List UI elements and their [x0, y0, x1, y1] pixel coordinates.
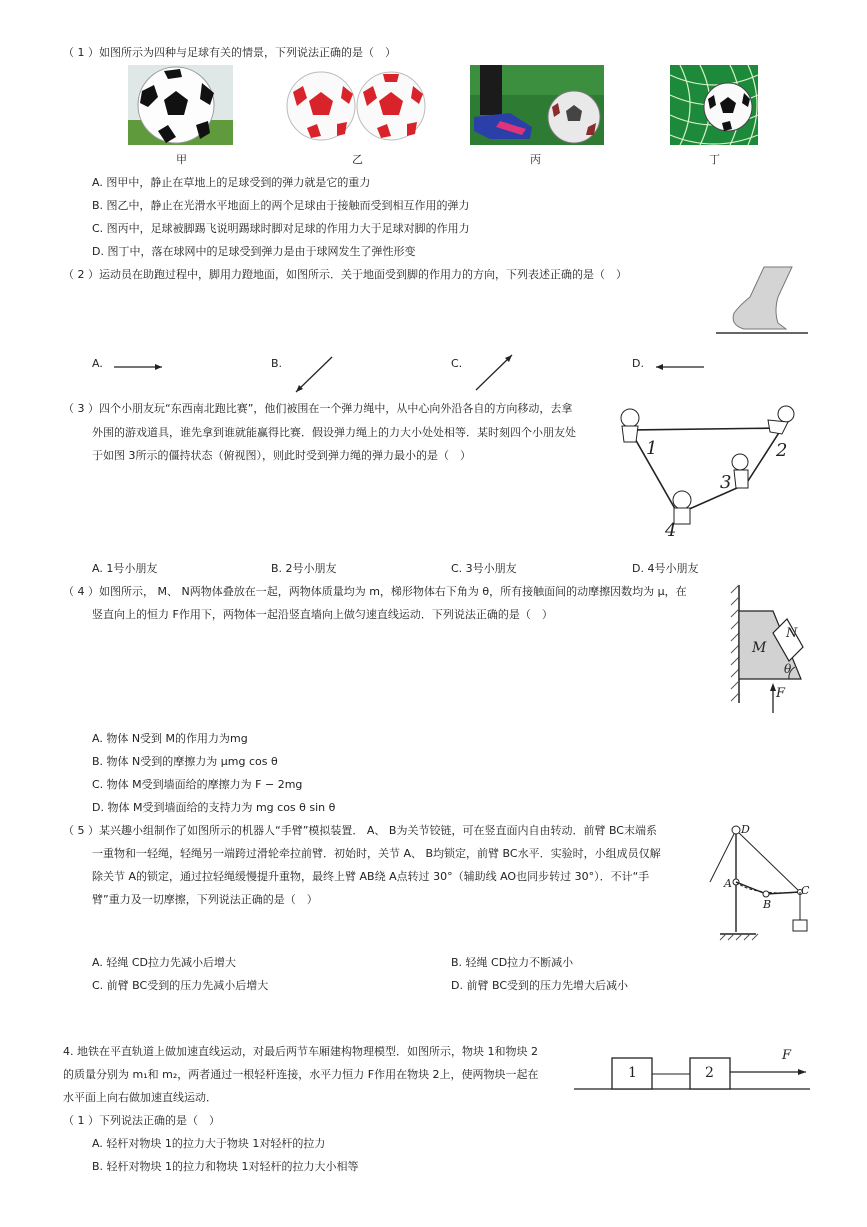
q5-line-3: 除关节 A的锁定，通过拉轻绳缓慢提升重物，最终上臂 AB绕 A点转过 30°（辅助线 AO也同步转过 30°）．不计“手 [92, 870, 650, 883]
q3-option-a[interactable]: A. 1号小朋友 [92, 562, 158, 575]
child-1 [621, 409, 639, 427]
child-4 [673, 491, 691, 509]
q4-line-1: （ 4 ）如图所示， M、 N两物体叠放在一起，两物体质量均为 m，梯形物体右下角为 θ，所有接触面间的动摩擦因数均为 μ，在 [63, 585, 687, 598]
q3-fig-label-2: 2 [776, 440, 788, 461]
arrow-right-icon [114, 361, 164, 373]
q5-fig-label-d: D [741, 823, 750, 836]
q3-option-b[interactable]: B. 2号小朋友 [271, 562, 337, 575]
q2-label-b[interactable]: B. [271, 357, 283, 370]
q5-option-b[interactable]: B. 轻绳 CD拉力不断减小 [451, 956, 574, 969]
q1-option-a[interactable]: A. 图甲中，静止在草地上的足球受到的弹力就是它的重力 [92, 176, 371, 189]
q5-fig-label-a: A [724, 877, 732, 890]
q1-stem: （ 1 ）如图所示为四种与足球有关的情景，下列说法正确的是（ ） [63, 46, 396, 59]
q4-fig-label-n: N [786, 626, 798, 641]
q3-option-d[interactable]: D. 4号小朋友 [632, 562, 699, 575]
q5-line-4: 臂”重力及一切摩擦，下列说法正确的是（ ） [92, 893, 318, 906]
q5-line-2: 一重物和一轻绳，轻绳另一端跨过滑轮牵拉前臂．初始时，关节 A、 B均锁定，前臂 BC水平．实验时，小组成员仅解 [92, 847, 661, 860]
soccer-ball-on-grass-image [128, 65, 233, 145]
foot-on-ground-figure [716, 267, 808, 337]
q1-option-c[interactable]: C. 图丙中，足球被脚踢飞说明踢球时脚对足球的作用力大于足球对脚的作用力 [92, 222, 470, 235]
q4-fig-label-f: F [776, 686, 786, 701]
q4main-sub-option-b[interactable]: B. 轻杆对物块 1的拉力和物块 1对轻杆的拉力大小相等 [92, 1160, 359, 1173]
q2-label-d[interactable]: D. [632, 357, 644, 370]
arrow-left-icon [654, 361, 704, 373]
q4main-sub-option-a[interactable]: A. 轻杆对物块 1的拉力大于物块 1对轻杆的拉力 [92, 1137, 326, 1150]
two-soccer-balls-image [287, 70, 427, 142]
q2-stem: （ 2 ）运动员在助跑过程中，脚用力蹬地面，如图所示．关于地面受到脚的作用力的方向，下列表述正确的是（ ） [63, 268, 627, 281]
ball-in-net-image [670, 65, 758, 145]
kicking-ball-image [470, 65, 604, 145]
q4main-line-1: 4. 地铁在平直轨道上做加速直线运动，对最后两节车厢建构物理模型．如图所示，物块 1和物块 2 [63, 1045, 538, 1058]
block-1-label: 1 [628, 1065, 637, 1081]
arrow-down-left-icon [294, 356, 334, 394]
q4main-line-2: 的质量分别为 m₁和 m₂，两者通过一根轻杆连接，水平力恒力 F作用在物块 2上，使两物块一起在 [63, 1068, 539, 1081]
q3-option-c[interactable]: C. 3号小朋友 [451, 562, 517, 575]
q4-option-a[interactable]: A. 物体 N受到 M的作用力为mg [92, 732, 248, 745]
q3-line-1: （ 3 ）四个小朋友玩“东西南北跑比赛”，他们被围在一个弹力绳中，从中心向外沿各自的方向移动，去拿 [63, 402, 573, 415]
wall-block-figure [725, 583, 815, 718]
q3-fig-label-3: 3 [720, 472, 732, 493]
force-f-label: F [782, 1048, 792, 1063]
child-2 [778, 406, 794, 422]
q3-line-3: 于如图 3所示的僵持状态（俯视图），则此时受到弹力绳的弹力最小的是（ ） [92, 449, 471, 462]
q4-option-c[interactable]: C. 物体 M受到墙面给的摩擦力为 F − 2mg [92, 778, 303, 791]
caption-yi: 乙 [352, 153, 363, 166]
q3-fig-label-4: 4 [665, 520, 677, 541]
q5-option-a[interactable]: A. 轻绳 CD拉力先减小后增大 [92, 956, 236, 969]
q5-option-c[interactable]: C. 前臂 BC受到的压力先减小后增大 [92, 979, 269, 992]
q4-fig-label-theta: θ [784, 662, 792, 676]
q4main-sub-stem: （ 1 ）下列说法正确的是（ ） [63, 1114, 220, 1127]
q4-option-b[interactable]: B. 物体 N受到的摩擦力为 μmg cos θ [92, 755, 278, 768]
two-blocks-figure [574, 1050, 810, 1094]
robot-arm-figure [706, 822, 816, 942]
q5-option-d[interactable]: D. 前臂 BC受到的压力先增大后减小 [451, 979, 628, 992]
elastic-rope-children-figure [610, 400, 810, 550]
q4-line-2: 竖直向上的恒力 F作用下，两物体一起沿竖直墙向上做匀速直线运动．下列说法正确的是（ ） [92, 608, 553, 621]
q1-option-b[interactable]: B. 图乙中，静止在光滑水平地面上的两个足球由于接触而受到相互作用的弹力 [92, 199, 470, 212]
q2-label-c[interactable]: C. [451, 357, 463, 370]
q5-fig-label-c: C [801, 884, 810, 897]
q2-label-a[interactable]: A. [92, 357, 103, 370]
block-2-label: 2 [705, 1065, 714, 1081]
caption-ding: 丁 [709, 153, 720, 166]
q5-line-1: （ 5 ）某兴趣小组制作了如图所示的机器人“手臂”模拟装置． A、 B为关节铰链，可在竖直面内自由转动．前臂 BC末端系 [63, 824, 657, 837]
q4-option-d[interactable]: D. 物体 M受到墙面给的支持力为 mg cos θ sin θ [92, 801, 336, 814]
q4main-line-3: 水平面上向右做加速直线运动． [63, 1091, 217, 1104]
child-3 [732, 454, 748, 470]
q5-fig-label-b: B [763, 898, 772, 911]
caption-bing: 丙 [530, 153, 541, 166]
q4-fig-label-m: M [752, 640, 767, 656]
arrow-up-right-icon [474, 354, 514, 392]
caption-jia: 甲 [176, 153, 187, 166]
q3-fig-label-1: 1 [646, 438, 658, 459]
q1-option-d[interactable]: D. 图丁中，落在球网中的足球受到弹力是由于球网发生了弹性形变 [92, 245, 416, 258]
q3-line-2: 外围的游戏道具，谁先拿到谁就能赢得比赛．假设弹力绳上的力大小处处相等．某时刻四个小朋友处 [92, 426, 576, 439]
